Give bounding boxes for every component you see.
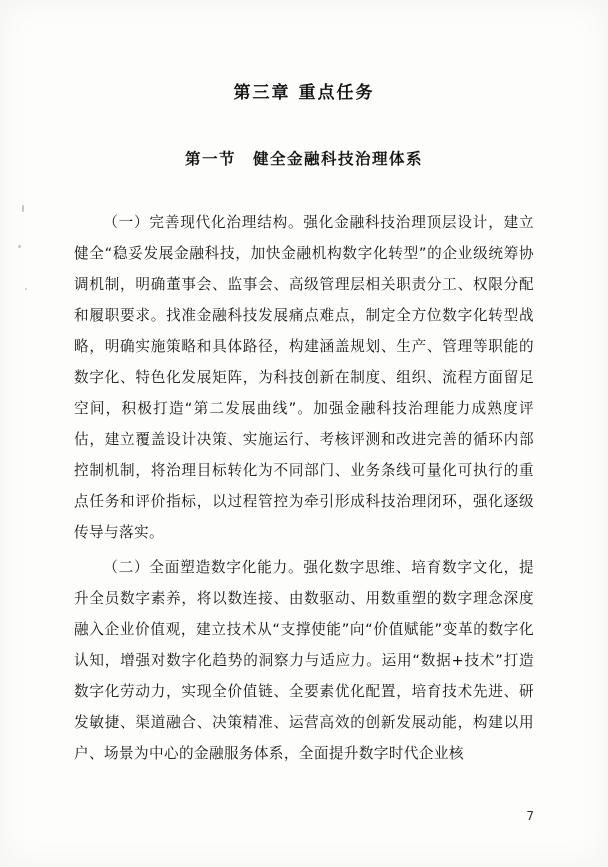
body-paragraph: （二）全面塑造数字化能力。强化数字思维、培育数字文化，提升全员数字素养，将以数连接、由数驱动、用数重塑的数字理念深度融入企业价值观，建立技术从“支撑使能”向“价值赋能”变革的数字化认知，增强对数字化趋势的洞察力与适应力。运用“数据+技术”打造数字化劳动力，实现全价值链、全要素优化配置，培育技术先进、研发敏捷、渠道融合、决策精准、运营高效的创新发展动能，构建以用户、场景为中心的金融服务体系，全面提升数字时代企业核 xyxy=(74,559,534,762)
page-number: 7 xyxy=(526,809,534,823)
scan-speck-icon xyxy=(18,245,21,248)
scan-speck-icon xyxy=(25,288,27,290)
section-title: 第一节 健全金融科技治理体系 xyxy=(184,150,423,168)
body-paragraph: （一）完善现代化治理结构。强化金融科技治理顶层设计，建立健全“稳妥发展金融科技，加快金融机构数字化转型”的企业级统筹协调机制，明确董事会、监事会、高级管理层相关职责分工、权限分配和履职要求。找准金融科技发展痛点难点，制定全方位数字化转型战略，明确实施策略和具体路径，构建涵盖规划、生产、管理等职能的数字化、特色化发展矩阵，为科技创新在制度、组织、流程方面留足空间，积极打造“第二发展曲线”。加强金融科技治理能力成熟度评估，建立覆盖设计决策、实施运行、考核评测和改进完善的循环内部控制机制，将治理目标转化为不同部门、业务条线可量化可执行的重点任务和评价指标，以过程管控为牵引形成科技治理闭环，强化逐级传导与落实。 xyxy=(74,214,534,541)
scan-speck-icon xyxy=(22,205,24,212)
chapter-title: 第三章 重点任务 xyxy=(233,83,375,103)
document-body xyxy=(0,169,608,769)
